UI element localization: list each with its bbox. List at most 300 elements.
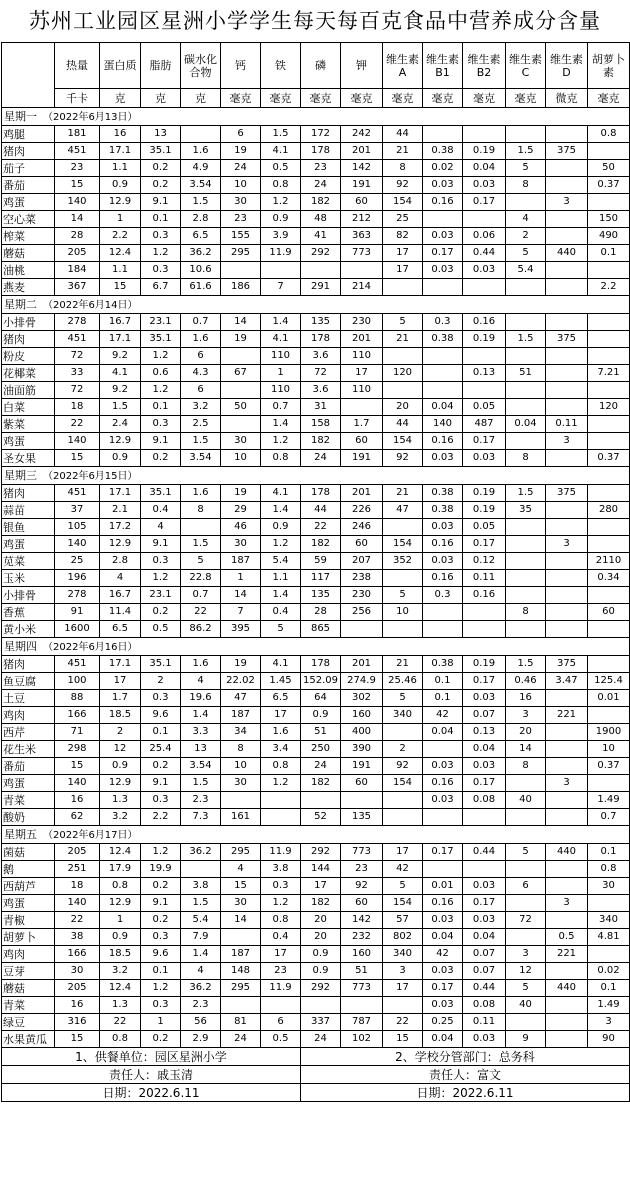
value-cell: 0.3 <box>141 690 181 707</box>
value-cell: 230 <box>341 587 383 604</box>
value-cell <box>506 536 546 553</box>
value-cell: 9.6 <box>141 707 181 724</box>
value-cell: 38 <box>55 929 100 946</box>
value-cell <box>423 809 463 826</box>
value-cell <box>506 279 546 296</box>
value-cell: 14 <box>221 587 261 604</box>
value-cell <box>546 1014 588 1031</box>
value-cell <box>588 536 630 553</box>
value-cell: 4.81 <box>588 929 630 946</box>
value-cell <box>506 587 546 604</box>
value-cell: 0.8 <box>588 861 630 878</box>
unit-cell: 毫克 <box>506 89 546 108</box>
value-cell: 3 <box>546 194 588 211</box>
value-cell: 340 <box>588 912 630 929</box>
value-cell: 182 <box>301 895 341 912</box>
value-cell <box>588 314 630 331</box>
value-cell: 238 <box>341 570 383 587</box>
value-cell <box>181 861 221 878</box>
footer-date-right: 日期：2022.6.11 <box>301 1084 630 1102</box>
corner-cell <box>2 43 55 108</box>
value-cell: 0.11 <box>546 416 588 433</box>
value-cell: 50 <box>221 399 261 416</box>
value-cell: 150 <box>588 211 630 228</box>
value-cell: 12.4 <box>100 980 141 997</box>
day-date: （2022年6月13日） <box>43 111 138 123</box>
value-cell: 191 <box>341 758 383 775</box>
table-row <box>2 741 630 758</box>
food-name: 鹅 <box>2 861 55 878</box>
value-cell: 37 <box>55 502 100 519</box>
unit-row <box>2 89 630 108</box>
column-header: 维生素C <box>506 43 546 89</box>
value-cell: 15 <box>383 1031 423 1048</box>
value-cell: 30 <box>55 963 100 980</box>
value-cell: 0.03 <box>423 177 463 194</box>
value-cell: 17.1 <box>100 485 141 502</box>
value-cell: 57 <box>383 912 423 929</box>
value-cell: 2.8 <box>100 553 141 570</box>
value-cell <box>546 724 588 741</box>
value-cell <box>463 809 506 826</box>
value-cell <box>506 895 546 912</box>
value-cell: 0.44 <box>463 245 506 262</box>
value-cell: 0.34 <box>588 570 630 587</box>
value-cell: 375 <box>546 331 588 348</box>
food-name: 猪肉 <box>2 143 55 160</box>
value-cell: 19 <box>221 143 261 160</box>
value-cell: 0.9 <box>261 211 301 228</box>
value-cell: 11.9 <box>261 980 301 997</box>
value-cell: 295 <box>221 245 261 262</box>
value-cell <box>341 262 383 279</box>
food-name: 猪肉 <box>2 331 55 348</box>
value-cell <box>506 861 546 878</box>
value-cell: 221 <box>546 946 588 963</box>
value-cell <box>506 929 546 946</box>
value-cell: 117 <box>301 570 341 587</box>
value-cell <box>588 143 630 160</box>
value-cell: 40 <box>506 792 546 809</box>
value-cell: 0.7 <box>588 809 630 826</box>
value-cell: 1.6 <box>181 331 221 348</box>
value-cell: 31 <box>301 399 341 416</box>
value-cell <box>546 690 588 707</box>
value-cell: 212 <box>341 211 383 228</box>
footer-unit-left: 1、供餐单位：园区星洲小学 <box>2 1048 301 1066</box>
value-cell: 201 <box>341 331 383 348</box>
value-cell: 0.12 <box>463 553 506 570</box>
value-cell <box>423 604 463 621</box>
value-cell: 0.38 <box>423 143 463 160</box>
value-cell: 292 <box>301 980 341 997</box>
value-cell <box>383 792 423 809</box>
value-cell: 0.4 <box>261 929 301 946</box>
value-cell: 2.4 <box>100 416 141 433</box>
value-cell <box>546 878 588 895</box>
unit-cell: 毫克 <box>221 89 261 108</box>
unit-cell: 克 <box>141 89 181 108</box>
table-row <box>2 1014 630 1031</box>
value-cell: 0.1 <box>141 211 181 228</box>
value-cell: 3.54 <box>181 177 221 194</box>
value-cell <box>546 997 588 1014</box>
value-cell: 226 <box>341 502 383 519</box>
value-cell: 30 <box>221 895 261 912</box>
value-cell: 48 <box>301 211 341 228</box>
value-cell: 0.3 <box>141 997 181 1014</box>
value-cell <box>546 279 588 296</box>
table-row <box>2 724 630 741</box>
table-row <box>2 656 630 673</box>
value-cell <box>546 502 588 519</box>
value-cell: 1.5 <box>506 485 546 502</box>
food-name: 酸奶 <box>2 809 55 826</box>
value-cell: 0.1 <box>588 844 630 861</box>
value-cell: 400 <box>341 724 383 741</box>
value-cell: 0.03 <box>463 758 506 775</box>
value-cell: 3 <box>506 707 546 724</box>
value-cell: 72 <box>55 348 100 365</box>
value-cell: 135 <box>341 809 383 826</box>
value-cell: 0.3 <box>141 929 181 946</box>
value-cell <box>383 348 423 365</box>
value-cell: 5 <box>506 844 546 861</box>
value-cell: 12.4 <box>100 844 141 861</box>
value-cell: 1.6 <box>181 656 221 673</box>
value-cell <box>463 382 506 399</box>
value-cell: 0.17 <box>463 775 506 792</box>
value-cell: 0.38 <box>423 502 463 519</box>
value-cell: 19 <box>221 331 261 348</box>
value-cell: 2110 <box>588 553 630 570</box>
value-cell: 440 <box>546 245 588 262</box>
value-cell <box>261 792 301 809</box>
value-cell: 298 <box>55 741 100 758</box>
food-name: 银鱼 <box>2 519 55 536</box>
value-cell: 3.4 <box>261 741 301 758</box>
value-cell <box>588 946 630 963</box>
value-cell: 4 <box>141 519 181 536</box>
value-cell: 51 <box>301 724 341 741</box>
value-cell <box>181 519 221 536</box>
value-cell <box>463 604 506 621</box>
value-cell: 3 <box>546 895 588 912</box>
value-cell: 2.3 <box>181 792 221 809</box>
value-cell: 154 <box>383 433 423 450</box>
value-cell <box>546 365 588 382</box>
value-cell: 201 <box>341 656 383 673</box>
value-cell: 34 <box>221 724 261 741</box>
value-cell: 337 <box>301 1014 341 1031</box>
day-header <box>2 467 630 485</box>
value-cell: 152.09 <box>301 673 341 690</box>
value-cell: 0.46 <box>506 673 546 690</box>
value-cell: 17.1 <box>100 143 141 160</box>
value-cell: 35.1 <box>141 143 181 160</box>
value-cell: 88 <box>55 690 100 707</box>
food-name: 土豆 <box>2 690 55 707</box>
value-cell: 0.03 <box>463 878 506 895</box>
value-cell: 13 <box>181 741 221 758</box>
value-cell <box>546 1031 588 1048</box>
food-name: 油桃 <box>2 262 55 279</box>
value-cell: 0.44 <box>463 844 506 861</box>
value-cell: 0.3 <box>141 416 181 433</box>
value-cell: 0.1 <box>141 399 181 416</box>
value-cell: 12.9 <box>100 775 141 792</box>
value-cell <box>463 211 506 228</box>
value-cell: 256 <box>341 604 383 621</box>
value-cell: 35.1 <box>141 485 181 502</box>
value-cell: 17.9 <box>100 861 141 878</box>
value-cell: 0.07 <box>463 963 506 980</box>
value-cell: 0.17 <box>463 536 506 553</box>
value-cell: 16.7 <box>100 314 141 331</box>
value-cell: 92 <box>383 758 423 775</box>
value-cell: 19.9 <box>141 861 181 878</box>
table-row <box>2 519 630 536</box>
value-cell: 1.4 <box>181 946 221 963</box>
value-cell: 3.47 <box>546 673 588 690</box>
value-cell: 16 <box>506 690 546 707</box>
value-cell: 490 <box>588 228 630 245</box>
value-cell: 24 <box>301 1031 341 1048</box>
value-cell: 18.5 <box>100 946 141 963</box>
value-cell: 182 <box>301 536 341 553</box>
value-cell: 0.02 <box>423 160 463 177</box>
value-cell: 4.1 <box>261 656 301 673</box>
value-cell: 120 <box>588 399 630 416</box>
value-cell: 7.3 <box>181 809 221 826</box>
value-cell <box>301 262 341 279</box>
day-name: 星期一 <box>4 109 37 123</box>
food-name: 花椰菜 <box>2 365 55 382</box>
value-cell <box>546 741 588 758</box>
value-cell: 15 <box>100 279 141 296</box>
value-cell <box>383 809 423 826</box>
unit-cell: 毫克 <box>588 89 630 108</box>
value-cell <box>506 621 546 638</box>
value-cell: 4.1 <box>261 331 301 348</box>
column-header: 胡萝卜素 <box>588 43 630 89</box>
value-cell: 17 <box>383 844 423 861</box>
value-cell: 487 <box>463 416 506 433</box>
value-cell <box>546 382 588 399</box>
value-cell: 0.9 <box>261 519 301 536</box>
value-cell: 1.4 <box>261 587 301 604</box>
value-cell <box>546 912 588 929</box>
value-cell: 0.16 <box>423 433 463 450</box>
value-cell: 25.4 <box>141 741 181 758</box>
value-cell: 230 <box>341 314 383 331</box>
value-cell: 62 <box>55 809 100 826</box>
value-cell: 35 <box>506 502 546 519</box>
value-cell: 0.6 <box>141 365 181 382</box>
value-cell: 5 <box>506 245 546 262</box>
value-cell: 0.04 <box>423 724 463 741</box>
value-cell: 278 <box>55 314 100 331</box>
value-cell <box>221 382 261 399</box>
value-cell <box>546 228 588 245</box>
value-cell <box>221 348 261 365</box>
value-cell: 15 <box>55 758 100 775</box>
value-cell: 178 <box>301 656 341 673</box>
value-cell: 30 <box>221 433 261 450</box>
value-cell: 5 <box>261 621 301 638</box>
value-cell <box>423 741 463 758</box>
value-cell: 0.02 <box>588 963 630 980</box>
value-cell: 0.05 <box>463 399 506 416</box>
value-cell: 35.1 <box>141 331 181 348</box>
value-cell: 395 <box>221 621 261 638</box>
value-cell: 110 <box>261 382 301 399</box>
value-cell: 292 <box>301 844 341 861</box>
food-name: 苋菜 <box>2 553 55 570</box>
value-cell: 0.17 <box>423 245 463 262</box>
food-name: 青菜 <box>2 997 55 1014</box>
value-cell <box>506 348 546 365</box>
value-cell: 28 <box>301 604 341 621</box>
value-cell: 35.1 <box>141 656 181 673</box>
value-cell: 60 <box>341 433 383 450</box>
footer-person-left: 责任人：戚玉清 <box>2 1066 301 1084</box>
value-cell: 1.6 <box>181 485 221 502</box>
value-cell: 0.7 <box>181 314 221 331</box>
value-cell: 22.8 <box>181 570 221 587</box>
food-name: 小排骨 <box>2 314 55 331</box>
value-cell: 1.2 <box>141 245 181 262</box>
food-name: 菌菇 <box>2 844 55 861</box>
footer-unit-right: 2、学校分管部门：总务科 <box>301 1048 630 1066</box>
unit-cell: 克 <box>100 89 141 108</box>
value-cell: 2.2 <box>100 228 141 245</box>
value-cell: 1.2 <box>141 844 181 861</box>
table-row <box>2 536 630 553</box>
value-cell: 0.9 <box>100 929 141 946</box>
value-cell: 4 <box>506 211 546 228</box>
value-cell: 33 <box>55 365 100 382</box>
value-cell: 451 <box>55 485 100 502</box>
food-name: 水果黄瓜 <box>2 1031 55 1048</box>
value-cell <box>301 997 341 1014</box>
value-cell: 92 <box>383 450 423 467</box>
value-cell: 221 <box>546 707 588 724</box>
table-row <box>2 126 630 143</box>
value-cell <box>506 1014 546 1031</box>
value-cell: 16.7 <box>100 587 141 604</box>
value-cell: 19 <box>221 656 261 673</box>
food-name: 玉米 <box>2 570 55 587</box>
value-cell: 1.5 <box>181 895 221 912</box>
value-cell: 110 <box>341 348 383 365</box>
value-cell: 0.7 <box>181 587 221 604</box>
value-cell: 1.5 <box>181 775 221 792</box>
value-cell: 0.19 <box>463 502 506 519</box>
value-cell: 280 <box>588 502 630 519</box>
value-cell <box>588 621 630 638</box>
value-cell: 5.4 <box>261 553 301 570</box>
value-cell <box>546 126 588 143</box>
value-cell: 21 <box>383 331 423 348</box>
value-cell: 4.1 <box>100 365 141 382</box>
value-cell: 0.5 <box>261 1031 301 1048</box>
value-cell: 182 <box>301 194 341 211</box>
value-cell: 17.1 <box>100 656 141 673</box>
value-cell: 25 <box>55 553 100 570</box>
value-cell: 144 <box>301 861 341 878</box>
value-cell: 8 <box>506 604 546 621</box>
value-cell: 0.38 <box>423 331 463 348</box>
value-cell: 22 <box>181 604 221 621</box>
value-cell: 6 <box>506 878 546 895</box>
value-cell <box>506 519 546 536</box>
food-name: 粉皮 <box>2 348 55 365</box>
value-cell: 142 <box>341 912 383 929</box>
value-cell: 451 <box>55 143 100 160</box>
value-cell: 11.9 <box>261 245 301 262</box>
value-cell: 0.38 <box>423 656 463 673</box>
table-row <box>2 450 630 467</box>
value-cell: 0.19 <box>463 143 506 160</box>
value-cell: 205 <box>55 245 100 262</box>
table-row <box>2 416 630 433</box>
value-cell: 50 <box>588 160 630 177</box>
table-row <box>2 382 630 399</box>
value-cell: 0.11 <box>463 1014 506 1031</box>
page-title: 苏州工业园区星洲小学学生每天每百克食品中营养成分含量 <box>29 9 601 33</box>
value-cell <box>506 399 546 416</box>
food-name: 花生米 <box>2 741 55 758</box>
value-cell: 0.03 <box>423 553 463 570</box>
value-cell: 4 <box>221 861 261 878</box>
value-cell: 181 <box>55 126 100 143</box>
value-cell: 17 <box>261 707 301 724</box>
value-cell: 18.5 <box>100 707 141 724</box>
value-cell: 0.17 <box>463 433 506 450</box>
table-row <box>2 314 630 331</box>
value-cell: 4.1 <box>261 143 301 160</box>
value-cell: 3.54 <box>181 450 221 467</box>
day-header <box>2 638 630 656</box>
value-cell: 25.46 <box>383 673 423 690</box>
value-cell: 140 <box>55 775 100 792</box>
value-cell: 0.8 <box>100 1031 141 1048</box>
value-cell: 16 <box>100 126 141 143</box>
value-cell: 375 <box>546 656 588 673</box>
value-cell: 0.03 <box>423 262 463 279</box>
value-cell: 2.1 <box>100 502 141 519</box>
value-cell <box>546 587 588 604</box>
value-cell: 3.2 <box>181 399 221 416</box>
value-cell: 64 <box>301 690 341 707</box>
value-cell: 0.3 <box>141 553 181 570</box>
value-cell: 1 <box>141 1014 181 1031</box>
value-cell: 0.2 <box>141 177 181 194</box>
unit-cell: 微克 <box>546 89 588 108</box>
food-name: 鸡蛋 <box>2 194 55 211</box>
value-cell: 187 <box>221 946 261 963</box>
value-cell <box>463 861 506 878</box>
value-cell: 102 <box>341 1031 383 1048</box>
value-cell: 17 <box>383 262 423 279</box>
unit-cell: 毫克 <box>261 89 301 108</box>
value-cell: 155 <box>221 228 261 245</box>
table-row <box>2 262 630 279</box>
value-cell: 0.1 <box>588 245 630 262</box>
value-cell <box>463 348 506 365</box>
value-cell: 140 <box>55 895 100 912</box>
